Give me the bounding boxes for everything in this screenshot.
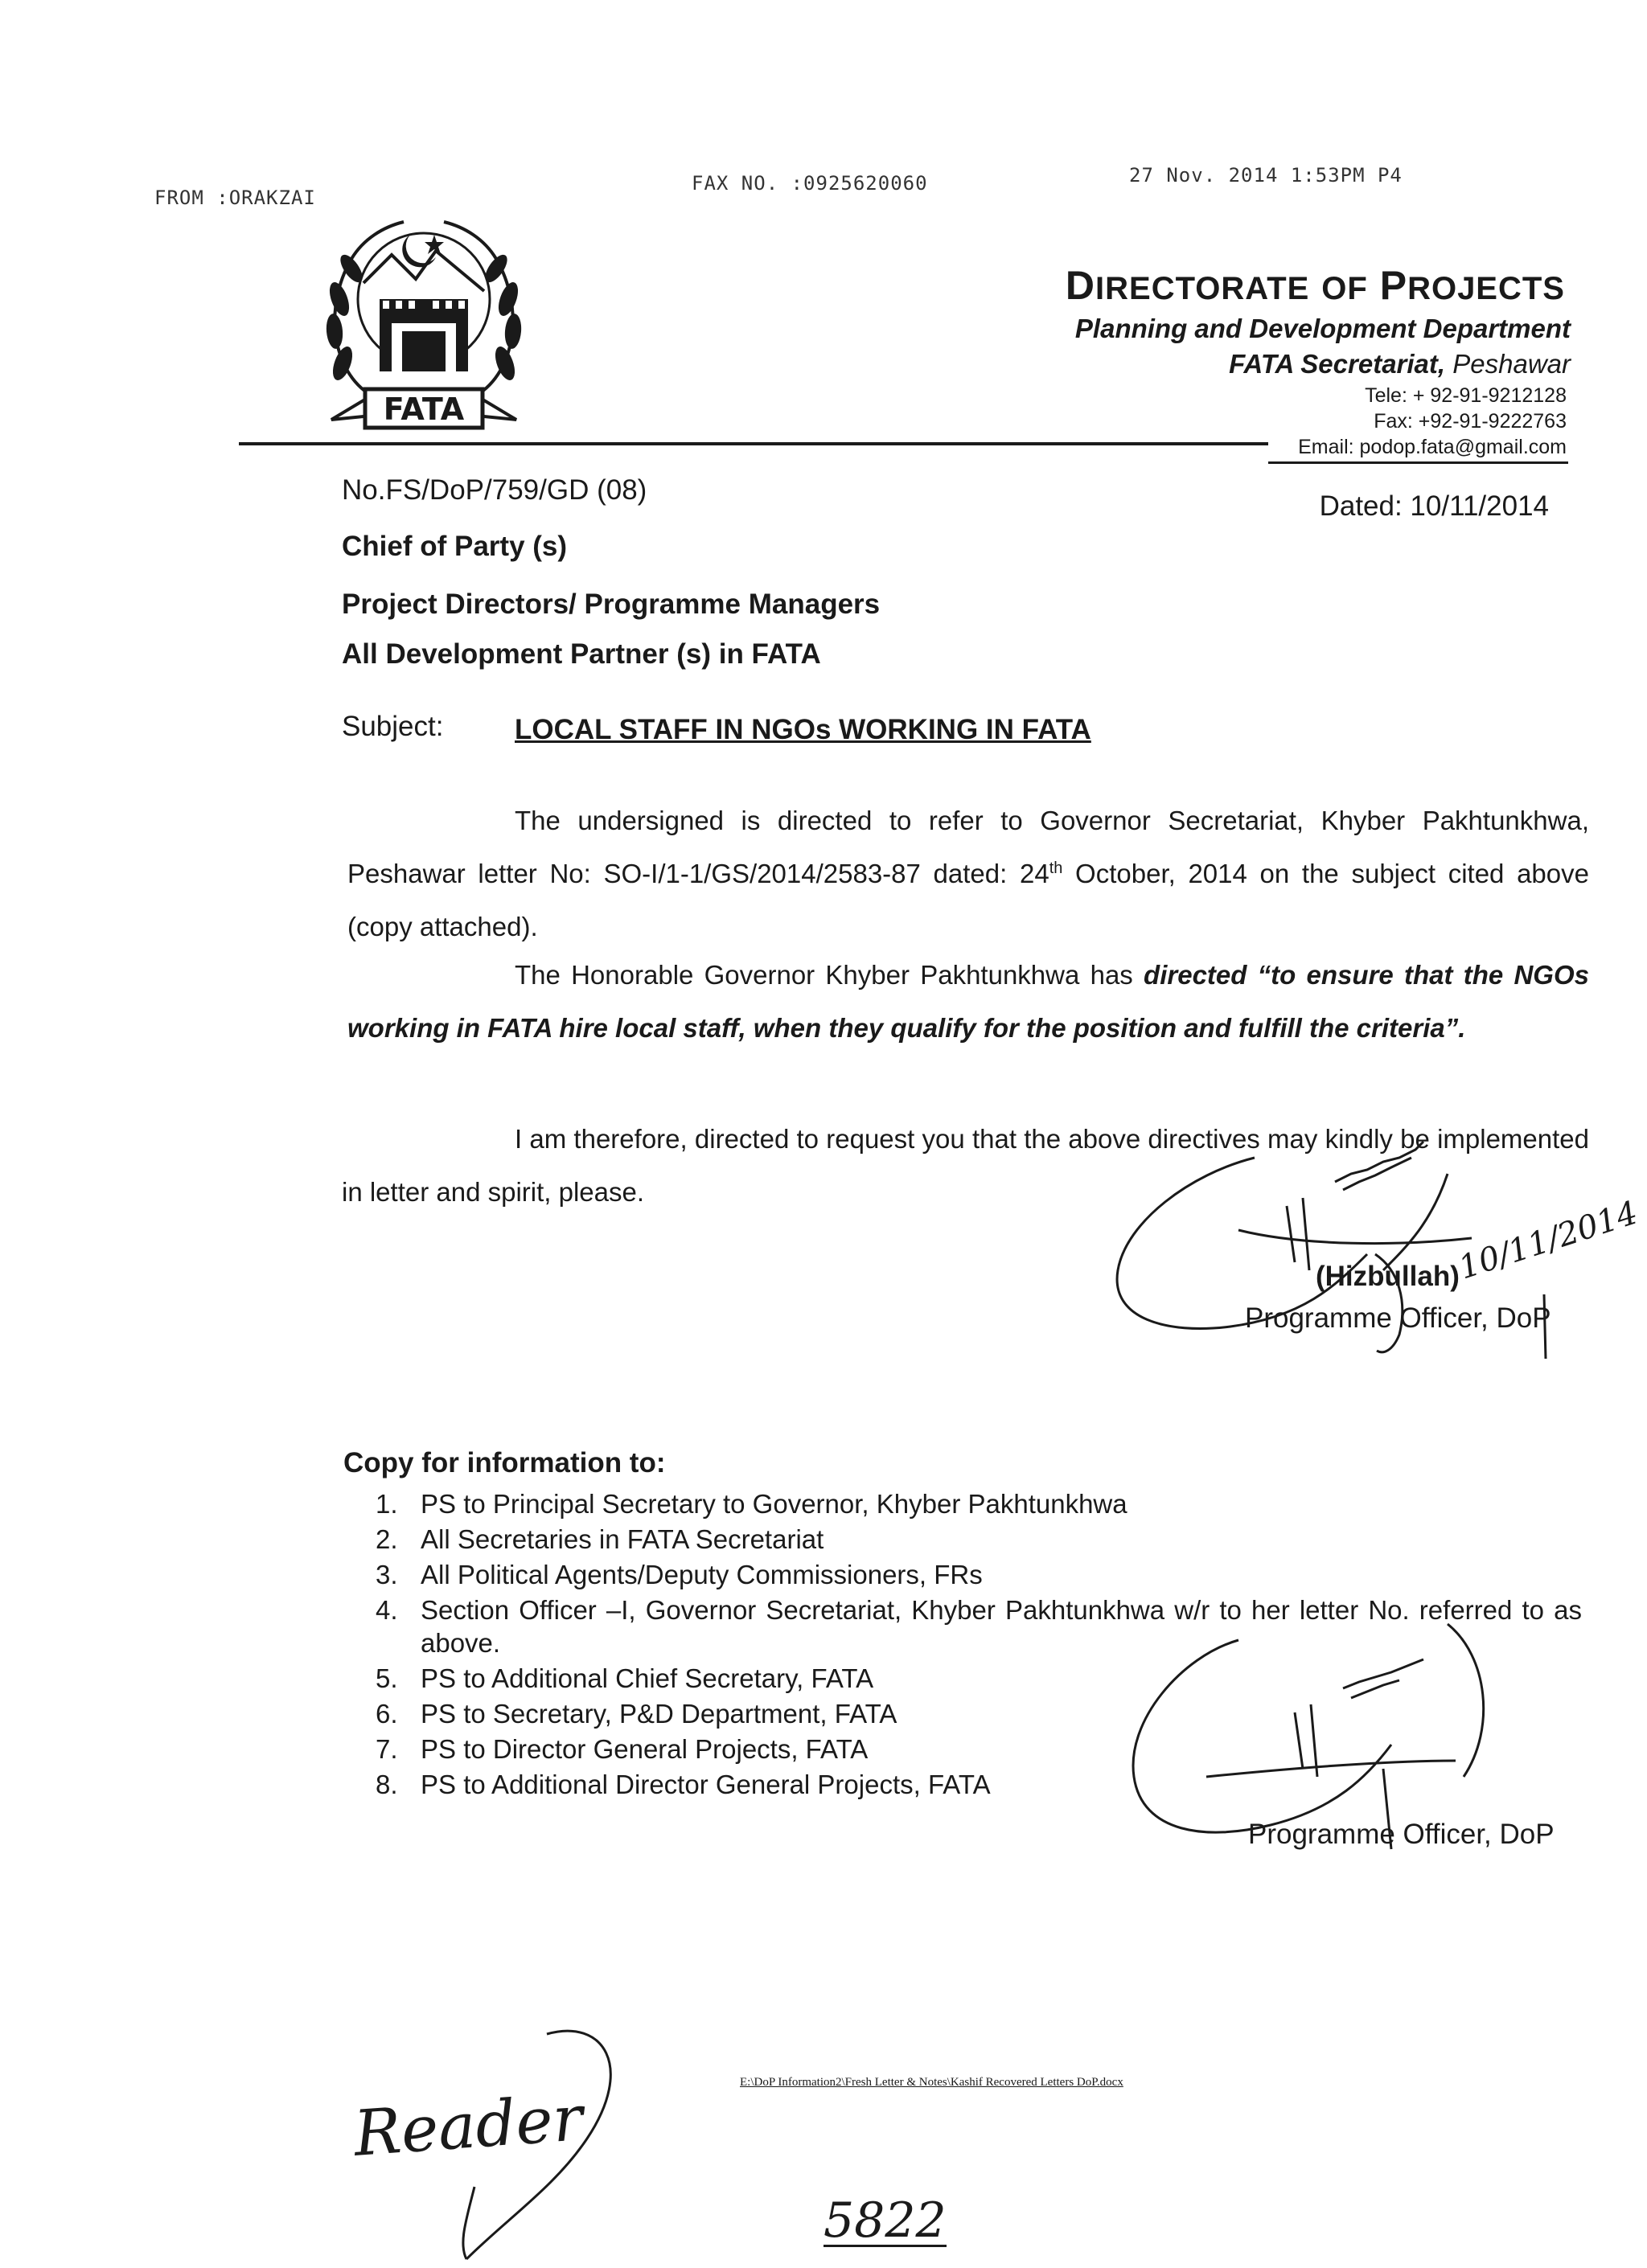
addressee-1: Chief of Party (s) [342, 531, 568, 562]
header-divider-right [1268, 461, 1568, 464]
copy-item: 3. All Political Agents/Deputy Commissioners, FRs [376, 1560, 983, 1589]
subject-label: Subject: [342, 711, 444, 742]
file-path: E:\DoP Information2\Fresh Letter & Notes\Kashif Recovered Letters DoP.docx [740, 2076, 1123, 2089]
signatory-title: Programme Officer, DoP [1245, 1302, 1551, 1334]
header-divider [239, 442, 1268, 445]
fax-timestamp: 27 Nov. 2014 1:53PM P4 [1129, 164, 1403, 187]
fax-contact: Fax: +92-91-9222763 [1374, 410, 1567, 433]
signatory-name: (Hizbullah) [1316, 1261, 1460, 1292]
telephone-number: Tele: + 92-91-9212128 [1365, 384, 1567, 407]
letterhead-title: DIRECTORATE OF PROJECTS [1065, 263, 1565, 308]
paragraph-directive: The Honorable Governor Khyber Pakhtunkhwa has directed “to ensure that the NGOs working in FATA hire local staff, when they qualify for the position and fulfill the criteria”. [347, 960, 1590, 1043]
subject-text: LOCAL STAFF IN NGOs WORKING IN FATA [515, 714, 1091, 745]
copy-item: 2. All Secretaries in FATA Secretariat [376, 1524, 824, 1554]
copy-item: 7. PS to Director General Projects, FATA [376, 1734, 869, 1764]
email-contact: Email: podop.fata@gmail.com [1298, 436, 1567, 458]
fata-banner-text: FATA [383, 392, 465, 427]
copy-heading: Copy for information to: [343, 1447, 666, 1479]
copy-item: 1. PS to Principal Secretary to Governor, Khyber Pakhtunkhwa [376, 1489, 1127, 1519]
paragraph-reference: The undersigned is directed to refer to Governor Secretariat, Khyber Pakhtunkhwa, Peshawar letter No: SO-I/1-1/GS/2014/2583-87 dated: 24th October, 2014 on the subject cited above (copy attached). [347, 806, 1589, 941]
department-name: Planning and Development Department [1074, 314, 1571, 343]
copy-item: 6. PS to Secretary, P&D Department, FATA [376, 1699, 897, 1729]
handwritten-reader-note [346, 2018, 651, 2259]
handwritten-reader-text: Reader [351, 2082, 585, 2171]
addressee-2: Project Directors/ Programme Managers [342, 589, 881, 620]
reference-number: No.FS/DoP/759/GD (08) [342, 474, 647, 506]
copy-signatory-title: Programme Officer, DoP [1248, 1819, 1555, 1850]
paragraph-request: I am therefore, directed to request you that the above directives may kindly be implemented in letter and spirit, please. [342, 1124, 1589, 1207]
signature-date: 10/11/2014 [1454, 1194, 1643, 1287]
fata-emblem-logo [315, 211, 532, 436]
fax-from: FROM :ORAKZAI [154, 187, 316, 209]
secretariat-name: FATA Secretariat, Peshawar [1229, 349, 1571, 379]
handwritten-number: 5822 [824, 2192, 947, 2249]
copy-item: 4. Section Officer –I, Governor Secretariat, Khyber Pakhtunkhwa w/r to her letter No. referred to as above. [376, 1595, 1582, 1658]
fax-number: FAX NO. :0925620060 [692, 172, 928, 195]
copy-item: 5. PS to Additional Chief Secretary, FATA [376, 1663, 874, 1693]
letter-date: Dated: 10/11/2014 [1319, 490, 1549, 522]
addressee-3: All Development Partner (s) in FATA [342, 638, 821, 670]
copy-item: 8. PS to Additional Director General Projects, FATA [376, 1770, 991, 1799]
